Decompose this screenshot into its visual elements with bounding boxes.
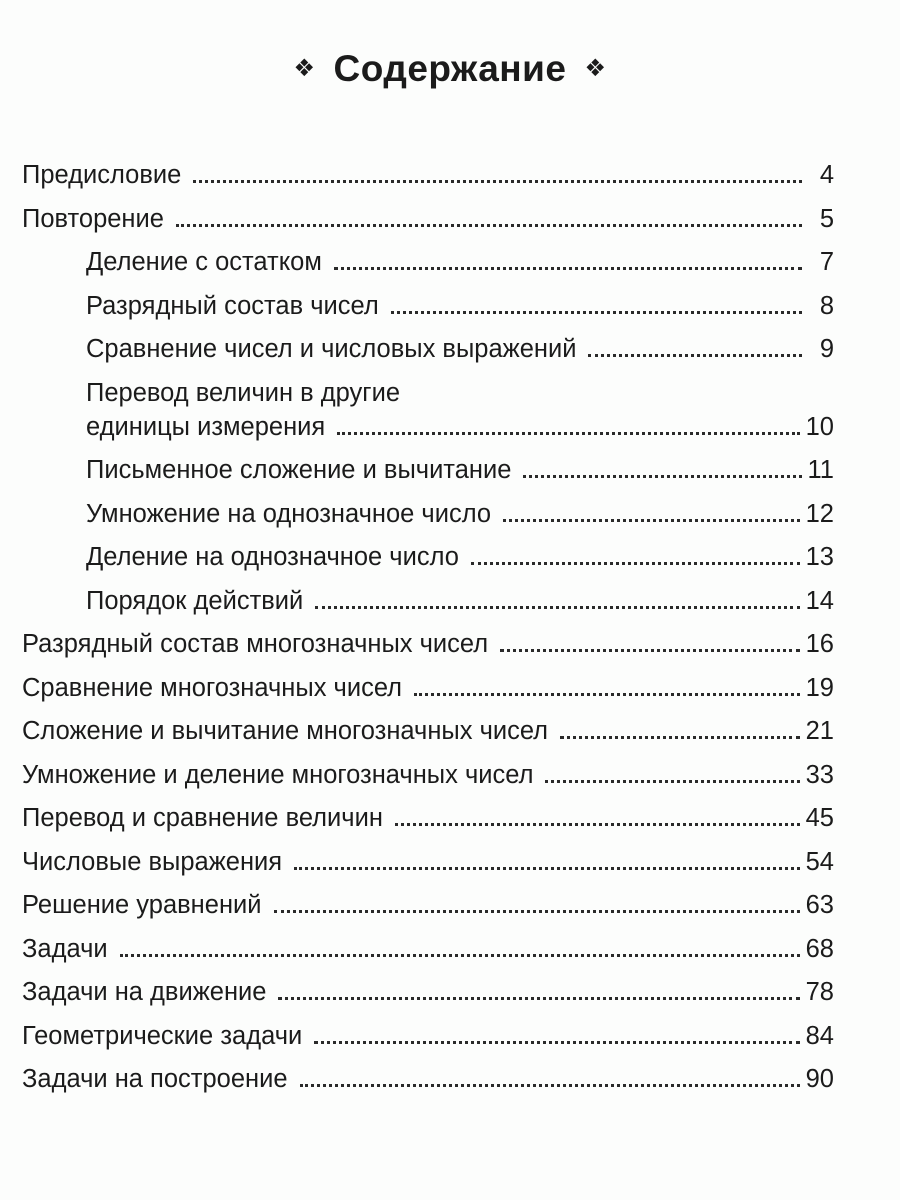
toc-entry[interactable] <box>22 803 834 833</box>
toc-entry-label: Задачи <box>22 934 108 963</box>
dot-leader <box>176 224 802 227</box>
toc-entry[interactable] <box>22 977 834 1007</box>
dot-leader <box>545 780 799 783</box>
toc-entry-label: Предисловие <box>22 161 182 189</box>
dot-leader <box>315 606 799 609</box>
toc-entry-page: 8 <box>819 291 834 320</box>
dot-leader <box>300 1084 800 1087</box>
toc-subentry[interactable] <box>22 542 834 572</box>
toc-entry-label: Умножение и деление многозначных чисел <box>22 760 534 789</box>
toc-entry-page: 63 <box>805 891 834 919</box>
toc-entry-page: 68 <box>805 934 834 963</box>
toc-entry-page: 90 <box>805 1065 834 1093</box>
toc-entry-label: Деление с остатком <box>86 248 322 276</box>
title-text: Содержание <box>333 48 567 89</box>
dot-leader <box>588 354 802 357</box>
toc-entry-label: Задачи на построение <box>22 1065 288 1093</box>
toc-entry-label: Решение уравнений <box>22 891 262 919</box>
toc-subentry[interactable] <box>22 291 834 321</box>
dot-leader <box>503 519 800 522</box>
toc-entry-page: 12 <box>805 499 834 528</box>
page-title <box>0 48 900 90</box>
toc-entry-page: 16 <box>805 630 834 658</box>
toc-entry-page: 21 <box>805 717 834 745</box>
table-of-contents <box>22 160 834 1108</box>
diamond-ornament-icon: ❖ <box>584 55 607 82</box>
toc-entry[interactable] <box>22 1064 834 1094</box>
toc-entry[interactable] <box>22 160 834 190</box>
dot-leader <box>278 997 799 1000</box>
toc-entry[interactable] <box>22 1021 834 1051</box>
toc-entry-page: 84 <box>805 1021 834 1050</box>
toc-entry[interactable] <box>22 934 834 964</box>
diamond-ornament-icon: ❖ <box>293 55 316 82</box>
dot-leader <box>414 693 800 696</box>
dot-leader <box>560 736 800 739</box>
toc-entry[interactable] <box>22 204 834 234</box>
dot-leader <box>193 180 802 183</box>
toc-entry-label: Повторение <box>22 204 164 233</box>
dot-leader <box>294 867 800 870</box>
toc-entry-page: 4 <box>819 161 834 189</box>
dot-leader <box>274 910 800 913</box>
toc-subentry[interactable] <box>22 334 834 364</box>
toc-entry[interactable] <box>22 716 834 746</box>
toc-entry-page: 14 <box>805 586 834 615</box>
toc-entry-page: 78 <box>805 978 834 1006</box>
toc-subentry[interactable] <box>22 378 834 442</box>
toc-entry-label: Умножение на однозначное число <box>86 499 492 528</box>
toc-entry-page: 5 <box>819 204 834 233</box>
dot-leader <box>471 562 800 565</box>
toc-entry-label: Сложение и вычитание многозначных чисел <box>22 717 549 745</box>
toc-entry-page: 7 <box>819 248 834 276</box>
toc-subentry[interactable] <box>22 455 834 485</box>
toc-entry-label: Деление на однозначное число <box>86 543 459 571</box>
dot-leader <box>523 475 801 478</box>
toc-entry-page: 9 <box>819 335 834 363</box>
toc-entry-label-line1: Перевод величин в другие <box>86 378 401 407</box>
toc-entry-label: Письменное сложение и вычитание <box>86 456 512 484</box>
toc-entry-label: единицы измерения <box>86 412 326 441</box>
toc-entry-label: Порядок действий <box>86 586 304 615</box>
toc-entry-label: Задачи на движение <box>22 978 267 1006</box>
dot-leader <box>314 1041 799 1044</box>
toc-entry-label: Разрядный состав чисел <box>86 291 379 320</box>
toc-entry[interactable] <box>22 847 834 877</box>
toc-entry[interactable] <box>22 760 834 790</box>
dot-leader <box>334 267 802 270</box>
toc-entry-page: 13 <box>805 543 834 571</box>
dot-leader <box>337 432 799 435</box>
toc-entry-page: 45 <box>805 804 834 832</box>
toc-entry[interactable] <box>22 890 834 920</box>
toc-entry-page: 54 <box>805 847 834 876</box>
toc-entry-label: Геометрические задачи <box>22 1021 303 1050</box>
toc-entry[interactable] <box>22 673 834 703</box>
toc-entry-label: Перевод и сравнение величин <box>22 804 383 832</box>
toc-entry-page: 10 <box>805 412 834 441</box>
toc-subentry[interactable] <box>22 586 834 616</box>
dot-leader <box>120 954 800 957</box>
toc-entry-page: 33 <box>805 760 834 789</box>
dot-leader <box>500 649 800 652</box>
toc-subentry[interactable] <box>22 247 834 277</box>
toc-entry-label: Числовые выражения <box>22 847 283 876</box>
dot-leader <box>391 311 802 314</box>
dot-leader <box>395 823 800 826</box>
toc-entry-page: 19 <box>805 673 834 702</box>
toc-entry-label: Разрядный состав многозначных чисел <box>22 630 489 658</box>
toc-entry-label: Сравнение многозначных чисел <box>22 673 403 702</box>
toc-entry-page: 11 <box>807 456 834 484</box>
toc-entry[interactable] <box>22 629 834 659</box>
toc-subentry[interactable] <box>22 499 834 529</box>
toc-entry-label: Сравнение чисел и числовых выражений <box>86 335 577 363</box>
